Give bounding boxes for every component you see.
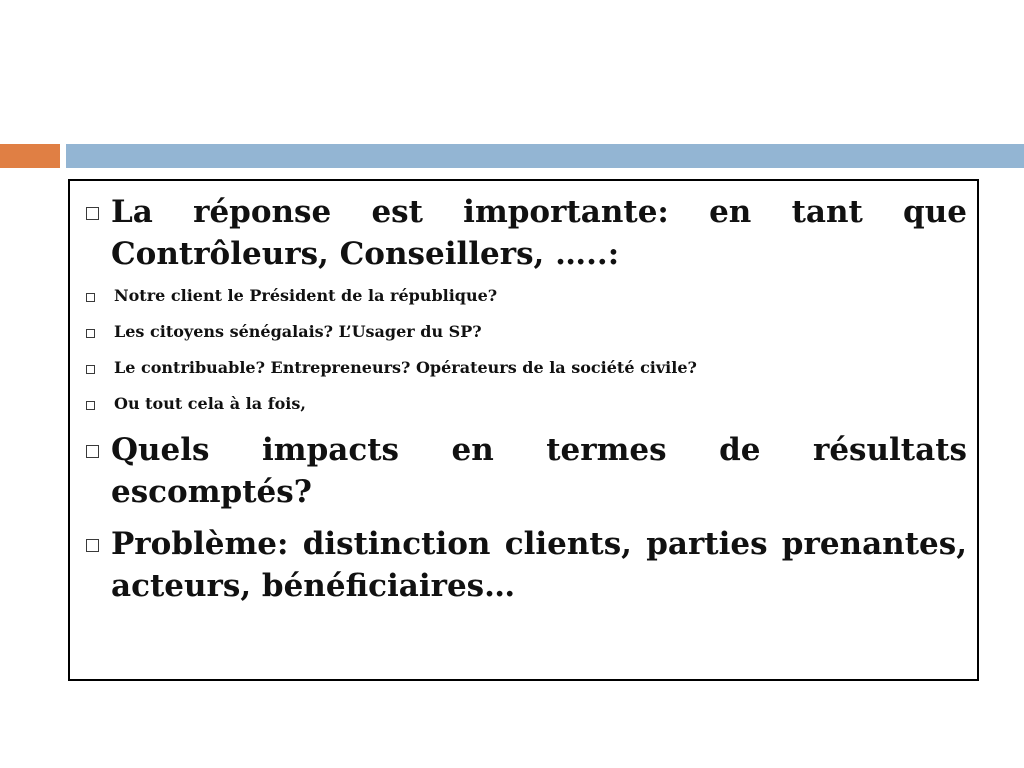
bullet-text: La réponse est importante: en tant que Contrôleurs, Conseillers, …..:: [111, 194, 967, 272]
hollow-square-icon: [86, 445, 99, 458]
bullet-item-president: [80, 285, 967, 307]
hollow-square-icon: [86, 365, 95, 374]
bullet-item-reponse: [80, 191, 967, 275]
bullet-text: Quels impacts en termes de résultats escomptés?: [111, 432, 967, 510]
bullet-text: Notre client le Président de la république?: [114, 286, 498, 305]
bullet-item-impacts: [80, 429, 967, 513]
bullet-text: Ou tout cela à la fois,: [114, 394, 306, 413]
blue-accent-bar: [66, 144, 1024, 168]
orange-accent-bar: [0, 144, 60, 168]
hollow-square-icon: [86, 401, 95, 410]
bullet-item-contribuable: [80, 357, 967, 379]
bullet-item-tout-cela: [80, 393, 967, 415]
bullet-item-citoyens: [80, 321, 967, 343]
bullet-text: Les citoyens sénégalais? L’Usager du SP?: [114, 322, 482, 341]
hollow-square-icon: [86, 293, 95, 302]
bullet-item-probleme: [80, 523, 967, 607]
hollow-square-icon: [86, 539, 99, 552]
content-box: [68, 179, 979, 681]
hollow-square-icon: [86, 207, 99, 220]
bullet-text: Problème: distinction clients, parties prenantes, acteurs, bénéficiaires…: [111, 526, 967, 604]
hollow-square-icon: [86, 329, 95, 338]
bullet-text: Le contribuable? Entrepreneurs? Opérateurs de la société civile?: [114, 358, 697, 377]
